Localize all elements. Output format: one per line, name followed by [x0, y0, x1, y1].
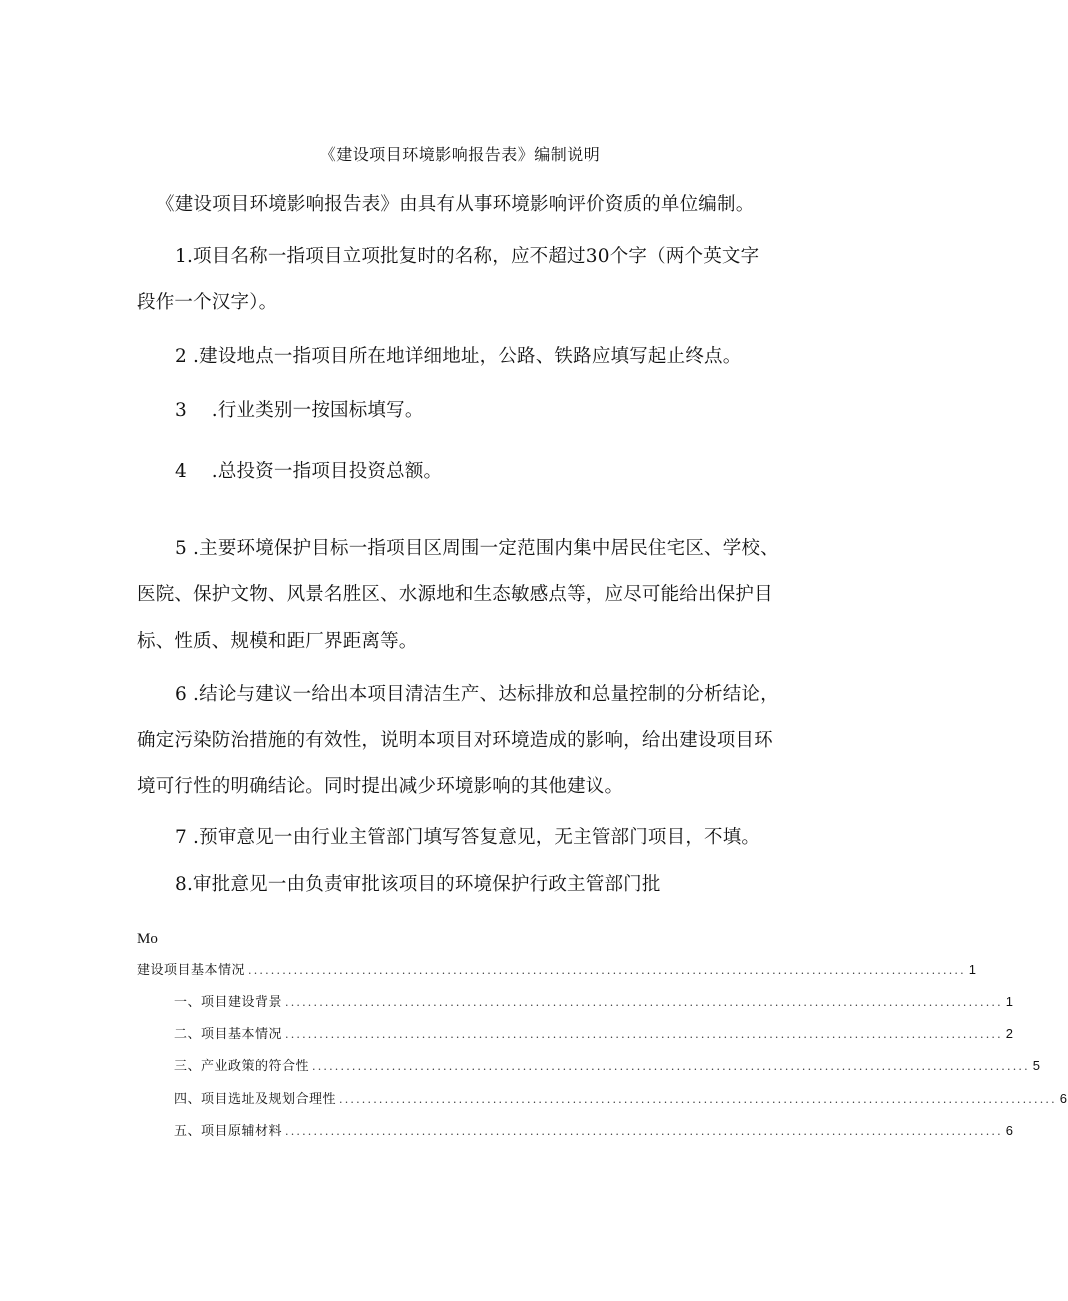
toc-entry[interactable]: [174, 1090, 1068, 1109]
toc-entry[interactable]: [174, 993, 1014, 1012]
toc-leader-dots: ..............................................................................................................................: [285, 996, 1003, 1009]
toc-entry-page: 2: [1005, 1026, 1014, 1041]
item-1-line-2: 段作一个汉字）。: [137, 292, 278, 313]
toc-entry-label: 五、项目原辅材料: [174, 1124, 283, 1139]
toc-entry[interactable]: [174, 1057, 1041, 1076]
toc-entry-label: 建设项目基本情况: [137, 963, 246, 978]
toc-leader-dots: ..............................................................................................................................: [285, 1028, 1003, 1041]
item-2-line: 2 .建设地点一指项目所在地详细地址，公路、铁路应填写起止终点。: [175, 346, 742, 367]
toc-entry-page: 5: [1032, 1058, 1041, 1073]
toc-entry-label: 四、项目选址及规划合理性: [174, 1092, 337, 1107]
item-7-line: 7 .预审意见一由行业主管部门填写答复意见，无主管部门项目，不填。: [175, 827, 761, 848]
toc-entry-page: 6: [1059, 1091, 1068, 1106]
toc-entry-page: 1: [968, 962, 977, 977]
toc-entry[interactable]: [137, 961, 977, 980]
item-1-line-1: 1.项目名称一指项目立项批复时的名称，应不超过30个字（两个英文字: [175, 246, 760, 267]
item-4-line: 4 .总投资一指项目投资总额。: [175, 461, 443, 482]
item-5-line-3: 标、性质、规模和距厂界距离等。: [137, 631, 418, 652]
toc-entry[interactable]: [174, 1025, 1014, 1044]
item-6-line-2: 确定污染防治措施的有效性，说明本项目对环境造成的影响，给出建设项目环: [137, 730, 773, 751]
toc-entry-label: 二、项目基本情况: [174, 1027, 283, 1042]
item-5-line-1: 5 .主要环境保护目标一指项目区周围一定范围内集中居民住宅区、学校、: [175, 538, 779, 559]
item-8-line: 8.审批意见一由负责审批该项目的环境保护行政主管部门批: [175, 874, 661, 895]
toc-heading: Mo: [137, 931, 158, 947]
toc-entry-label: 三、产业政策的符合性: [174, 1059, 310, 1074]
toc-leader-dots: ..............................................................................................................................: [285, 1125, 1003, 1138]
intro-paragraph: 《建设项目环境影响报告表》由具有从事环境影响评价资质的单位编制。: [156, 194, 755, 215]
toc-entry-page: 1: [1005, 994, 1014, 1009]
document-title: 《建设项目环境影响报告表》编制说明: [319, 145, 601, 164]
toc-leader-dots: ..............................................................................................................................: [248, 964, 966, 977]
item-6-line-1: 6 .结论与建议一给出本项目清洁生产、达标排放和总量控制的分析结论，: [175, 684, 779, 705]
toc-entry-label: 一、项目建设背景: [174, 995, 283, 1010]
item-3-line: 3 .行业类别一按国标填写。: [175, 400, 424, 421]
toc-entry[interactable]: [174, 1122, 1014, 1141]
toc-leader-dots: ..............................................................................................................................: [312, 1060, 1030, 1073]
toc-entry-page: 6: [1005, 1123, 1014, 1138]
item-6-line-3: 境可行性的明确结论。同时提出减少环境影响的其他建议。: [137, 776, 624, 797]
item-5-line-2: 医院、保护文物、风景名胜区、水源地和生态敏感点等，应尽可能给出保护目: [137, 584, 773, 605]
toc-leader-dots: ..............................................................................................................................: [339, 1093, 1057, 1106]
